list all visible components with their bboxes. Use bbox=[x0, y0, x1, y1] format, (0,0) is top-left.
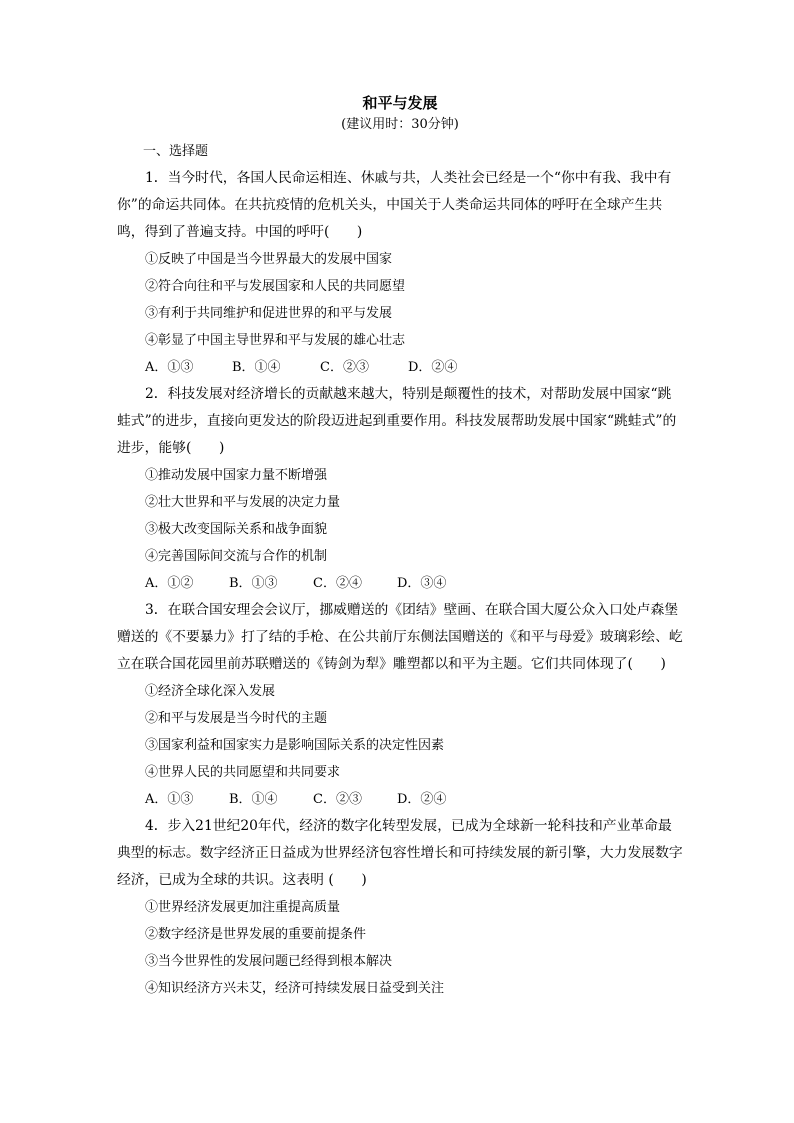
choice-c: C．②③ bbox=[313, 792, 362, 807]
question-stem: 2．科技发展对经济增长的贡献越来越大，特别是颠覆性的技术，对帮助发展中国家“跳蛙式”的进步，直接向更发达的阶段迈进起到重要作用。科技发展帮助发展中国家“跳蛙式”的进步，能够( ) bbox=[117, 386, 677, 456]
option-1: ①反映了中国是当今世界最大的发展中国家 bbox=[145, 252, 393, 267]
option-1: ①推动发展中国家力量不断增强 bbox=[145, 468, 328, 483]
answer-choices bbox=[117, 570, 683, 597]
section-heading: 一、选择题 bbox=[143, 144, 209, 159]
option-1: ①世界经济发展更加注重提高质量 bbox=[145, 900, 341, 915]
choice-d: D．②④ bbox=[408, 360, 458, 375]
option-1: ①经济全球化深入发展 bbox=[145, 684, 276, 699]
option-3: ③极大改变国际关系和战争面貌 bbox=[145, 522, 328, 537]
choice-c: C．②④ bbox=[313, 576, 362, 591]
option-4: ④世界人民的共同愿望和共同要求 bbox=[145, 765, 341, 780]
option-4: ④彰显了中国主导世界和平与发展的雄心壮志 bbox=[145, 333, 406, 348]
option-2: ②壮大世界和平与发展的决定力量 bbox=[145, 495, 341, 510]
question-stem: 1．当今时代，各国人民命运相连、休戚与共，人类社会已经是一个“你中有我、我中有你”的命运共同体。在共抗疫情的危机关头，中国关于人类命运共同体的呼吁在全球产生共鸣，得到了普遍支持。中国的呼吁( ) bbox=[117, 170, 672, 240]
question-stem: 4．步入21世纪20年代，经济的数字化转型发展，已成为全球新一轮科技和产业革命最典型的标志。数字经济正日益成为世界经济包容性增长和可持续发展的新引擎，大力发展数字经济，已成为全球的共识。这表明 ( ) bbox=[117, 818, 683, 888]
choice-a: A．①② bbox=[145, 576, 194, 591]
option-2: ②数字经济是世界发展的重要前提条件 bbox=[145, 927, 367, 942]
time-suggestion: (建议用时：30分钟) bbox=[341, 117, 459, 132]
choice-b: B．①③ bbox=[229, 576, 278, 591]
option-2: ②符合向往和平与发展国家和人民的共同愿望 bbox=[145, 279, 406, 294]
choice-a: A．①③ bbox=[145, 360, 194, 375]
choice-c: C．②③ bbox=[320, 360, 369, 375]
question-1 bbox=[117, 165, 683, 381]
option-4: ④知识经济方兴未艾，经济可持续发展日益受到关注 bbox=[145, 981, 445, 996]
question-3 bbox=[117, 597, 683, 813]
answer-choices bbox=[117, 786, 683, 813]
choice-a: A．①③ bbox=[145, 792, 194, 807]
option-3: ③国家利益和国家实力是影响国际关系的决定性因素 bbox=[145, 738, 445, 753]
question-4 bbox=[117, 813, 683, 1002]
option-2: ②和平与发展是当今时代的主题 bbox=[145, 711, 328, 726]
option-3: ③有利于共同维护和促进世界的和平与发展 bbox=[145, 306, 393, 321]
question-stem: 3．在联合国安理会会议厅，挪威赠送的《团结》壁画、在联合国大厦公众入口处卢森堡赠送的《不要暴力》打了结的手枪、在公共前厅东侧法国赠送的《和平与母爱》玻璃彩绘、屹立在联合国花园里前苏联赠送的《铸剑为犁》雕塑都以和平为主题。它们共同体现了( ) bbox=[117, 602, 683, 672]
choice-b: B．①④ bbox=[229, 792, 278, 807]
choice-d: D．②④ bbox=[397, 792, 447, 807]
option-4: ④完善国际间交流与合作的机制 bbox=[145, 549, 328, 564]
answer-choices bbox=[117, 354, 683, 381]
question-2 bbox=[117, 381, 683, 597]
page-title: 和平与发展 bbox=[362, 94, 438, 112]
choice-b: B．①④ bbox=[232, 360, 281, 375]
document-content bbox=[117, 92, 683, 1002]
choice-d: D．③④ bbox=[397, 576, 447, 591]
option-3: ③当今世界性的发展问题已经得到根本解决 bbox=[145, 954, 393, 969]
